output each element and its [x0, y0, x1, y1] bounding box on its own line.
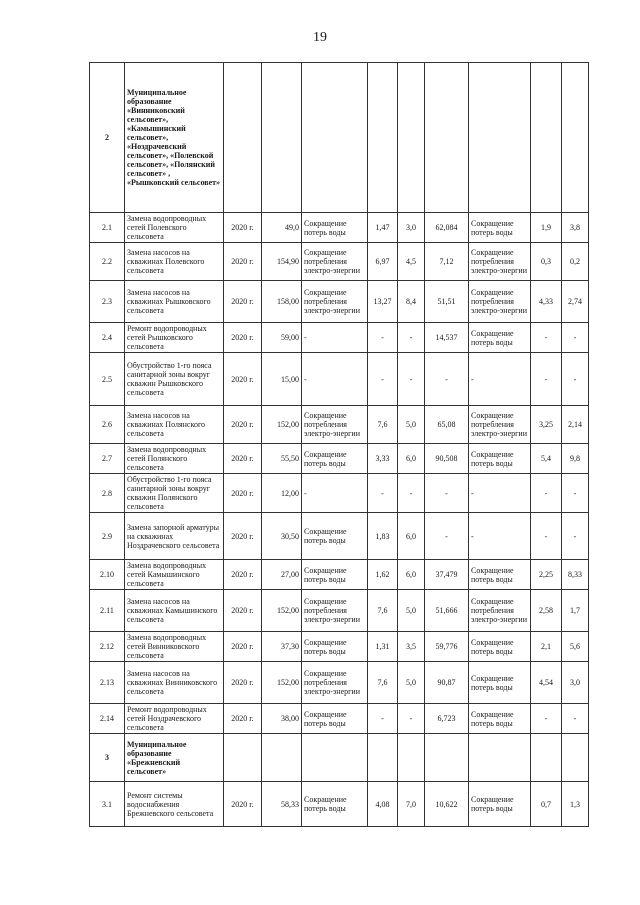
value-2-cell: 5,0	[398, 406, 425, 444]
value-1-cell: -	[368, 353, 398, 406]
year-cell: 2020 г.	[224, 281, 262, 323]
cost-cell: 59,00	[262, 323, 302, 353]
value-1-cell	[368, 734, 398, 782]
value-2-cell	[398, 734, 425, 782]
value-1-cell: 7,6	[368, 662, 398, 704]
value-4-cell: 2,25	[531, 560, 562, 590]
value-2-cell: -	[398, 353, 425, 406]
value-3-cell: -	[425, 513, 469, 560]
effect-type-2-cell: -	[469, 513, 531, 560]
value-1-cell: 1,31	[368, 632, 398, 662]
measure-name-cell: Замена насосов на скважинах Полевского сельсовета	[125, 243, 224, 281]
measure-name-cell: Замена водопроводных сетей Полевского сельсовета	[125, 213, 224, 243]
measure-name-cell: Замена насосов на скважинах Рышковского сельсовета	[125, 281, 224, 323]
section-row	[90, 734, 589, 782]
table-row	[90, 406, 589, 444]
value-3-cell: 6,723	[425, 704, 469, 734]
year-cell: 2020 г.	[224, 704, 262, 734]
measure-name-cell: Замена запорной арматуры на скважинах Ноздрачевского сельсовета	[125, 513, 224, 560]
value-3-cell: 10,622	[425, 782, 469, 827]
value-2-cell: 6,0	[398, 560, 425, 590]
value-4-cell: 3,25	[531, 406, 562, 444]
value-3-cell: 90,508	[425, 444, 469, 474]
value-2-cell: 7,0	[398, 782, 425, 827]
row-number-cell: 2.12	[90, 632, 125, 662]
table-row	[90, 704, 589, 734]
measure-name-cell: Замена насосов на скважинах Винниковского сельсовета	[125, 662, 224, 704]
row-number-cell: 2.3	[90, 281, 125, 323]
cost-cell: 58,33	[262, 782, 302, 827]
table-row	[90, 560, 589, 590]
value-3-cell: 37,479	[425, 560, 469, 590]
effect-type-cell: Сокращение потерь воды	[302, 560, 368, 590]
effect-type-cell: Сокращение потребления электро-энергии	[302, 590, 368, 632]
effect-type-2-cell: Сокращение потерь воды	[469, 323, 531, 353]
table-row	[90, 782, 589, 827]
value-1-cell	[368, 63, 398, 213]
value-1-cell: 3,33	[368, 444, 398, 474]
value-5-cell: -	[562, 513, 589, 560]
measure-name-cell: Замена водопроводных сетей Камышинского сельсовета	[125, 560, 224, 590]
table-row	[90, 513, 589, 560]
value-5-cell: 5,6	[562, 632, 589, 662]
value-3-cell: 51,666	[425, 590, 469, 632]
table-row	[90, 474, 589, 513]
year-cell: 2020 г.	[224, 213, 262, 243]
value-1-cell: -	[368, 474, 398, 513]
measures-table	[89, 62, 589, 827]
measure-name-cell: Муниципальное образование «Брежневский сельсовет»	[125, 734, 224, 782]
value-5-cell: -	[562, 323, 589, 353]
value-4-cell: 4,33	[531, 281, 562, 323]
value-1-cell: 1,62	[368, 560, 398, 590]
year-cell	[224, 734, 262, 782]
effect-type-2-cell: Сокращение потерь воды	[469, 444, 531, 474]
value-5-cell: 1,7	[562, 590, 589, 632]
value-2-cell: 4,5	[398, 243, 425, 281]
table-row	[90, 353, 589, 406]
cost-cell: 27,00	[262, 560, 302, 590]
effect-type-2-cell: -	[469, 474, 531, 513]
effect-type-2-cell: -	[469, 353, 531, 406]
value-1-cell: -	[368, 704, 398, 734]
row-number-cell: 2.6	[90, 406, 125, 444]
page-number: 19	[313, 30, 327, 45]
effect-type-2-cell: Сокращение потерь воды	[469, 560, 531, 590]
cost-cell: 152,00	[262, 590, 302, 632]
table-row	[90, 590, 589, 632]
value-4-cell: -	[531, 704, 562, 734]
cost-cell: 158,00	[262, 281, 302, 323]
effect-type-cell: -	[302, 323, 368, 353]
value-1-cell: 1,83	[368, 513, 398, 560]
cost-cell: 154,90	[262, 243, 302, 281]
measure-name-cell: Замена водопроводных сетей Винниковского сельсовета	[125, 632, 224, 662]
table-row	[90, 662, 589, 704]
effect-type-2-cell: Сокращение потерь воды	[469, 632, 531, 662]
cost-cell: 30,50	[262, 513, 302, 560]
section-row	[90, 63, 589, 213]
year-cell: 2020 г.	[224, 590, 262, 632]
table-row	[90, 213, 589, 243]
value-5-cell: 9,8	[562, 444, 589, 474]
effect-type-2-cell: Сокращение потребления электро-энергии	[469, 590, 531, 632]
effect-type-cell: Сокращение потерь воды	[302, 704, 368, 734]
value-3-cell: 7,12	[425, 243, 469, 281]
row-number-cell: 2.13	[90, 662, 125, 704]
year-cell: 2020 г.	[224, 406, 262, 444]
row-number-cell: 2.4	[90, 323, 125, 353]
cost-cell: 152,00	[262, 406, 302, 444]
effect-type-cell: Сокращение потерь воды	[302, 213, 368, 243]
cost-cell	[262, 734, 302, 782]
value-1-cell: 7,6	[368, 590, 398, 632]
cost-cell: 55,50	[262, 444, 302, 474]
measure-name-cell: Ремонт водопроводных сетей Рышковского сельсовета	[125, 323, 224, 353]
value-4-cell	[531, 734, 562, 782]
table-row	[90, 281, 589, 323]
effect-type-cell: Сокращение потребления электро-энергии	[302, 281, 368, 323]
value-3-cell: 90,87	[425, 662, 469, 704]
row-number-cell: 2	[90, 63, 125, 213]
effect-type-cell	[302, 734, 368, 782]
year-cell: 2020 г.	[224, 474, 262, 513]
value-5-cell: 8,33	[562, 560, 589, 590]
row-number-cell: 2.8	[90, 474, 125, 513]
row-number-cell: 2.2	[90, 243, 125, 281]
cost-cell: 15,00	[262, 353, 302, 406]
value-2-cell: -	[398, 323, 425, 353]
value-4-cell: -	[531, 323, 562, 353]
value-1-cell: 13,27	[368, 281, 398, 323]
value-3-cell: 51,51	[425, 281, 469, 323]
row-number-cell: 2.10	[90, 560, 125, 590]
cost-cell: 37,30	[262, 632, 302, 662]
value-5-cell: -	[562, 353, 589, 406]
effect-type-2-cell: Сокращение потерь воды	[469, 782, 531, 827]
value-4-cell: 0,3	[531, 243, 562, 281]
table-row	[90, 632, 589, 662]
measure-name-cell: Ремонт водопроводных сетей Ноздрачевского сельсовета	[125, 704, 224, 734]
measure-name-cell: Муниципальное образование «Винниковский сельсовет», «Камышинский сельсовет», «Ноздрачевский сельсовет», «Полевской сельсовет», «Полянский сельсовет» , «Рышковский сельсовет»	[125, 63, 224, 213]
effect-type-2-cell: Сокращение потерь воды	[469, 213, 531, 243]
cost-cell: 49,0	[262, 213, 302, 243]
value-5-cell	[562, 734, 589, 782]
row-number-cell: 2.1	[90, 213, 125, 243]
value-4-cell: -	[531, 353, 562, 406]
value-2-cell: 6,0	[398, 444, 425, 474]
value-3-cell	[425, 63, 469, 213]
effect-type-2-cell	[469, 63, 531, 213]
effect-type-2-cell: Сокращение потребления электро-энергии	[469, 243, 531, 281]
year-cell: 2020 г.	[224, 353, 262, 406]
value-4-cell	[531, 63, 562, 213]
year-cell: 2020 г.	[224, 444, 262, 474]
value-5-cell: -	[562, 474, 589, 513]
year-cell: 2020 г.	[224, 782, 262, 827]
cost-cell: 12,00	[262, 474, 302, 513]
effect-type-cell: Сокращение потерь воды	[302, 513, 368, 560]
value-4-cell: 1,9	[531, 213, 562, 243]
cost-cell: 38,00	[262, 704, 302, 734]
row-number-cell: 2.7	[90, 444, 125, 474]
value-4-cell: 4,54	[531, 662, 562, 704]
value-2-cell: 5,0	[398, 590, 425, 632]
value-3-cell: 62,084	[425, 213, 469, 243]
effect-type-cell: Сокращение потерь воды	[302, 782, 368, 827]
value-1-cell: 1,47	[368, 213, 398, 243]
row-number-cell: 2.11	[90, 590, 125, 632]
effect-type-cell: -	[302, 353, 368, 406]
row-number-cell: 3	[90, 734, 125, 782]
effect-type-2-cell	[469, 734, 531, 782]
year-cell: 2020 г.	[224, 560, 262, 590]
value-2-cell: 3,5	[398, 632, 425, 662]
value-2-cell: 5,0	[398, 662, 425, 704]
row-number-cell: 2.5	[90, 353, 125, 406]
effect-type-2-cell: Сокращение потребления электро-энергии	[469, 406, 531, 444]
value-5-cell: 1,3	[562, 782, 589, 827]
value-5-cell: 0,2	[562, 243, 589, 281]
measure-name-cell: Замена насосов на скважинах Полянского сельсовета	[125, 406, 224, 444]
measure-name-cell: Обустройство 1-го пояса санитарной зоны вокруг скважин Полянского сельсовета	[125, 474, 224, 513]
value-1-cell: 4,08	[368, 782, 398, 827]
effect-type-cell: Сокращение потерь воды	[302, 444, 368, 474]
row-number-cell: 2.14	[90, 704, 125, 734]
value-2-cell: 3,0	[398, 213, 425, 243]
value-4-cell: 0,7	[531, 782, 562, 827]
year-cell: 2020 г.	[224, 662, 262, 704]
value-1-cell: -	[368, 323, 398, 353]
value-5-cell	[562, 63, 589, 213]
value-5-cell: 2,74	[562, 281, 589, 323]
value-1-cell: 7,6	[368, 406, 398, 444]
year-cell: 2020 г.	[224, 513, 262, 560]
effect-type-2-cell: Сокращение потребления электро-энергии	[469, 281, 531, 323]
value-4-cell: 5,4	[531, 444, 562, 474]
effect-type-cell: -	[302, 474, 368, 513]
value-4-cell: 2,1	[531, 632, 562, 662]
value-5-cell: 3,8	[562, 213, 589, 243]
value-2-cell: -	[398, 704, 425, 734]
value-2-cell	[398, 63, 425, 213]
value-2-cell: -	[398, 474, 425, 513]
value-5-cell: 2,14	[562, 406, 589, 444]
effect-type-2-cell: Сокращение потерь воды	[469, 704, 531, 734]
value-3-cell	[425, 734, 469, 782]
row-number-cell: 3.1	[90, 782, 125, 827]
value-3-cell: -	[425, 474, 469, 513]
year-cell: 2020 г.	[224, 323, 262, 353]
value-1-cell: 6,97	[368, 243, 398, 281]
cost-cell: 152,00	[262, 662, 302, 704]
measure-name-cell: Ремонт системы водоснабжения Брежневского сельсовета	[125, 782, 224, 827]
measure-name-cell: Обустройство 1-го пояса санитарной зоны вокруг скважин Рышковского сельсовета	[125, 353, 224, 406]
value-4-cell: 2,58	[531, 590, 562, 632]
table-row	[90, 444, 589, 474]
row-number-cell: 2.9	[90, 513, 125, 560]
measure-name-cell: Замена водопроводных сетей Полянского сельсовета	[125, 444, 224, 474]
effect-type-cell	[302, 63, 368, 213]
value-3-cell: 59,776	[425, 632, 469, 662]
value-2-cell: 8,4	[398, 281, 425, 323]
effect-type-cell: Сокращение потребления электро-энергии	[302, 406, 368, 444]
value-3-cell: -	[425, 353, 469, 406]
effect-type-cell: Сокращение потребления электро-энергии	[302, 662, 368, 704]
measure-name-cell: Замена насосов на скважинах Камышинского сельсовета	[125, 590, 224, 632]
table-row	[90, 323, 589, 353]
value-3-cell: 14,537	[425, 323, 469, 353]
value-5-cell: 3,0	[562, 662, 589, 704]
effect-type-cell: Сокращение потерь воды	[302, 632, 368, 662]
year-cell: 2020 г.	[224, 243, 262, 281]
cost-cell	[262, 63, 302, 213]
effect-type-2-cell: Сокращение потерь воды	[469, 662, 531, 704]
value-5-cell: -	[562, 704, 589, 734]
year-cell	[224, 63, 262, 213]
value-4-cell: -	[531, 474, 562, 513]
table-row	[90, 243, 589, 281]
value-3-cell: 65,08	[425, 406, 469, 444]
year-cell: 2020 г.	[224, 632, 262, 662]
value-4-cell: -	[531, 513, 562, 560]
effect-type-cell: Сокращение потребления электро-энергии	[302, 243, 368, 281]
value-2-cell: 6,0	[398, 513, 425, 560]
